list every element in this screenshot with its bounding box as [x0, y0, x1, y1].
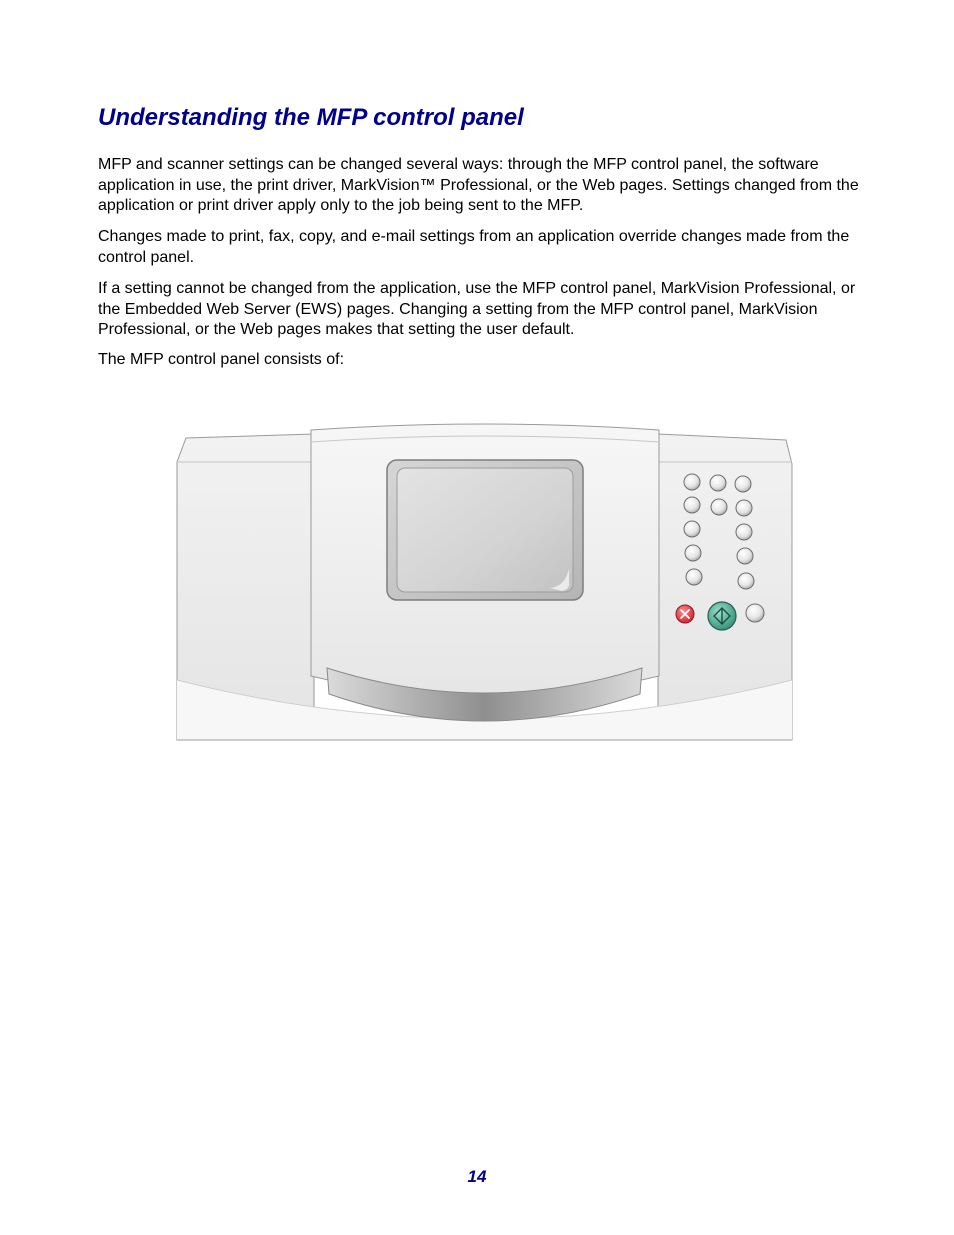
keypad-key — [711, 499, 727, 515]
paragraph-override: Changes made to print, fax, copy, and e-mail settings from an application override changes made from the control panel. — [98, 228, 850, 266]
keypad-key — [686, 569, 702, 585]
control-panel-illustration — [174, 418, 796, 744]
keypad-key — [685, 545, 701, 561]
keypad-key — [738, 573, 754, 589]
start-button — [708, 602, 736, 630]
keypad-key — [737, 548, 753, 564]
keypad-key — [736, 500, 752, 516]
keypad-key — [684, 521, 700, 537]
keypad-key — [735, 476, 751, 492]
keypad-key — [684, 497, 700, 513]
page-heading: Understanding the MFP control panel — [98, 104, 524, 131]
paragraph-consists-of: The MFP control panel consists of: — [98, 351, 345, 368]
touch-screen — [397, 468, 573, 592]
paragraph-settings-ways: MFP and scanner settings can be changed several ways: through the MFP control panel, the software application in use, the print driver, MarkVision™ Professional, or the Web pages. Settings changed from the application or print driver apply only to the job being sent to the MFP. — [98, 156, 859, 214]
control-panel-drawing — [174, 418, 796, 744]
paragraph-user-default: If a setting cannot be changed from the application, use the MFP control panel, MarkVision Professional, or the Embedded Web Server (EWS) pages. Changing a setting from the MFP control panel, MarkVision Professional, or the Web pages makes that setting the user default. — [98, 280, 856, 338]
keypad-key — [710, 475, 726, 491]
keypad-key — [684, 474, 700, 490]
keypad-key — [736, 524, 752, 540]
page-number: 14 — [467, 1167, 487, 1186]
back-button — [746, 604, 764, 622]
stop-button — [676, 605, 694, 623]
